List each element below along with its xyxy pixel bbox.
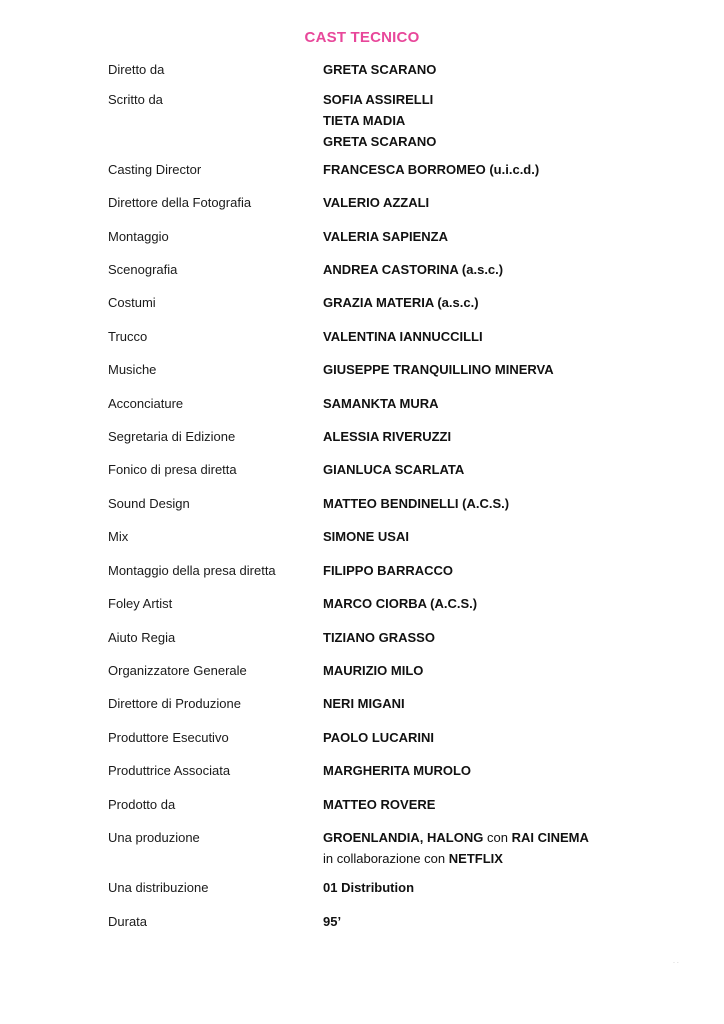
credit-names [323,426,451,447]
credit-name: 01 Distribution [323,880,415,895]
credit-name: SAMANKTA MURA [323,396,439,411]
credit-names [323,493,509,514]
credit-role: Aiuto Regia [108,630,176,645]
credit-role: Casting Director [108,162,202,177]
credit-role: Costumi [108,295,156,310]
production-connector: con [486,830,508,845]
credit-names [323,627,435,648]
credit-name: TIZIANO GRASSO [323,630,435,645]
credit-name: 95’ [323,914,342,929]
credit-names [323,89,436,152]
credit-names [323,393,439,414]
credit-role: Prodotto da [108,797,176,812]
credit-role: Produttrice Associata [108,763,231,778]
credit-role: Trucco [108,329,148,344]
credit-names [323,693,405,714]
credit-role: Foley Artist [108,596,173,611]
credit-names [323,59,436,80]
credit-name: GIUSEPPE TRANQUILLINO MINERVA [323,362,554,377]
credit-role: Organizzatore Generale [108,663,247,678]
credit-names [323,326,483,347]
collaboration-prefix: in collaborazione con [323,851,446,866]
credit-role: Direttore della Fotografia [108,195,252,210]
credit-role: Sound Design [108,496,190,511]
credit-role: Montaggio della presa diretta [108,563,276,578]
production-line-2 [323,848,589,869]
production-names [323,827,589,869]
credit-name: MARCO CIORBA (A.C.S.) [323,596,478,611]
credit-role: Fonico di presa diretta [108,462,237,477]
page-title: CAST TECNICO [304,29,420,46]
production-line-1 [323,827,589,848]
credit-role: Acconciature [108,396,184,411]
credit-name: SOFIA ASSIRELLI [323,92,434,107]
credit-name: ALESSIA RIVERUZZI [323,429,452,444]
credit-name: SIMONE USAI [323,529,409,544]
distribution-name [323,877,414,898]
duration-value [323,911,341,932]
credit-name: GRETA SCARANO [323,134,437,149]
credit-name: MARGHERITA MUROLO [323,763,472,778]
credit-names [323,359,554,380]
credit-names [323,593,477,614]
credit-names [323,459,464,480]
credit-role: Segretaria di Edizione [108,429,236,444]
footer-mark: . . [673,958,679,965]
credit-name: VALERIO AZZALI [323,195,430,210]
credit-role: Una produzione [108,830,200,845]
credit-role: Scritto da [108,92,163,107]
credit-name: VALENTINA IANNUCCILLI [323,329,483,344]
credit-role: Una distribuzione [108,880,209,895]
credit-names [323,192,429,213]
credit-name: GRETA SCARANO [323,62,437,77]
credit-role: Montaggio [108,229,169,244]
credit-names [323,259,503,280]
credit-role: Musiche [108,362,157,377]
credit-names [323,660,423,681]
production-partner: RAI CINEMA [511,830,589,845]
credit-names [323,526,409,547]
credit-name: VALERIA SAPIENZA [323,229,448,244]
credit-names [323,794,435,815]
credit-names [323,727,434,748]
credit-name: FRANCESCA BORROMEO (u.i.c.d.) [323,162,540,177]
credit-names [323,560,453,581]
credit-role: Produttore Esecutivo [108,730,229,745]
production-companies: GROENLANDIA, HALONG [323,830,484,845]
credit-names [323,760,471,781]
credit-role: Scenografia [108,262,178,277]
credit-name: GRAZIA MATERIA (a.s.c.) [323,295,479,310]
credit-name: MAURIZIO MILO [323,663,424,678]
credit-name: ANDREA CASTORINA (a.s.c.) [323,262,504,277]
credit-role: Mix [108,529,129,544]
credit-name: NERI MIGANI [323,696,405,711]
credit-name: TIETA MADIA [323,113,406,128]
credit-names [323,292,479,313]
credit-role: Direttore di Produzione [108,696,241,711]
credit-role: Diretto da [108,62,165,77]
credit-role: Durata [108,914,148,929]
credit-name: GIANLUCA SCARLATA [323,462,465,477]
credit-name: MATTEO ROVERE [323,797,436,812]
credit-names [323,159,539,180]
credit-name: PAOLO LUCARINI [323,730,434,745]
credit-names [323,226,448,247]
credit-name: FILIPPO BARRACCO [323,563,453,578]
collaboration-partner: NETFLIX [448,851,503,866]
credit-name: MATTEO BENDINELLI (A.C.S.) [323,496,510,511]
